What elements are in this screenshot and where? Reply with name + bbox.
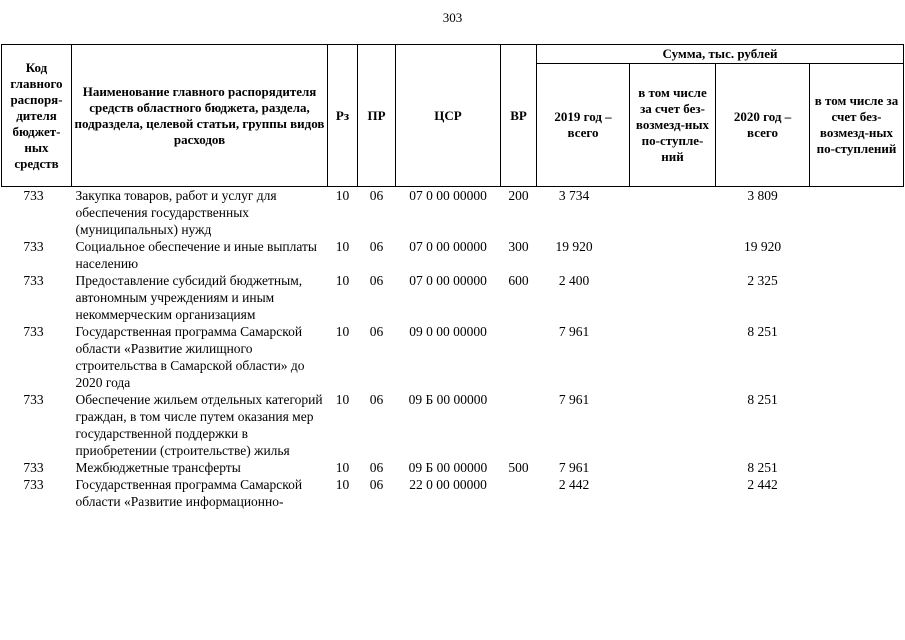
cell-pr: 06 [369,392,384,407]
cell-name: Предоставление субсидий бюджетным, автономным учреждениям и иным некоммерческим организациям [75,273,303,322]
header-2019-total: 2019 год – всего [537,64,630,187]
cell-2020-total: 19 920 [743,239,782,254]
cell-2019-free [630,391,716,459]
table-row [2,391,904,459]
cell-vr [501,476,537,510]
table-row [2,323,904,391]
cell-pr: 06 [369,324,384,339]
cell-code: 733 [23,460,44,475]
cell-2019-free [630,272,716,323]
header-code: Код главного распоря-дителя бюджет-ных средств [2,45,72,187]
cell-vr [501,323,537,391]
header-2020-total: 2020 год – всего [716,64,810,187]
cell-vr: 500 [508,460,529,475]
cell-csr: 07 0 00 00000 [409,273,487,288]
cell-2019-total: 2 442 [558,477,590,492]
cell-2020-total: 2 442 [747,477,778,492]
cell-rz: 10 [335,188,350,203]
budget-table [1,44,904,510]
cell-code: 733 [23,188,44,203]
cell-2019-total: 7 961 [558,324,590,339]
cell-2020-free [810,459,904,476]
cell-code: 733 [23,324,44,339]
cell-rz: 10 [335,324,350,339]
cell-code: 733 [23,477,44,492]
cell-2019-free [630,323,716,391]
cell-rz: 10 [335,273,350,288]
cell-code: 733 [23,392,44,407]
cell-csr: 07 0 00 00000 [409,239,487,254]
cell-pr: 06 [369,273,384,288]
cell-pr: 06 [369,477,384,492]
cell-name: Государственная программа Самарской области «Развитие жилищного строительства в Самарской области» до 2020 года [75,324,305,390]
table-row [2,187,904,239]
header-csr: ЦСР [396,45,501,187]
cell-2019-total: 3 734 [558,188,590,203]
cell-vr [501,391,537,459]
cell-vr: 200 [508,188,529,203]
header-rz: Рз [328,45,358,187]
cell-2019-total: 7 961 [558,392,590,407]
header-pr: ПР [358,45,396,187]
table-row [2,476,904,510]
cell-rz: 10 [335,460,350,475]
header-sum: Сумма, тыс. рублей [537,45,904,64]
cell-rz: 10 [335,477,350,492]
cell-2019-free [630,238,716,272]
cell-2020-free [810,272,904,323]
cell-pr: 06 [369,239,384,254]
cell-name: Межбюджетные трансферты [75,460,241,475]
cell-rz: 10 [335,392,350,407]
cell-2020-total: 8 251 [747,460,778,475]
table-row [2,272,904,323]
cell-vr: 600 [508,273,529,288]
cell-csr: 07 0 00 00000 [409,188,487,203]
cell-name: Обеспечение жильем отдельных категорий граждан, в том числе путем оказания мер государственной поддержки в приобретении (строительстве) жилья [75,392,323,458]
cell-2019-free [630,187,716,239]
cell-2020-total: 2 325 [747,273,778,288]
header-2020-free: в том числе за счет без-возмезд-ных по-ступлений [810,64,904,187]
cell-name: Закупка товаров, работ и услуг для обеспечения государственных (муниципальных) нужд [75,188,277,237]
cell-csr: 22 0 00 00000 [409,477,487,492]
cell-pr: 06 [369,188,384,203]
cell-csr: 09 Б 00 00000 [408,460,488,475]
cell-2019-total: 7 961 [558,460,590,475]
cell-2020-free [810,391,904,459]
table-row [2,238,904,272]
cell-2019-total: 19 920 [555,239,593,254]
cell-2020-total: 8 251 [747,392,778,407]
header-name: Наименование главного распорядителя средств областного бюджета, раздела, подраздела, целевой статьи, группы видов расходов [72,45,328,187]
cell-2020-free [810,187,904,239]
header-2019-free: в том числе за счет без-возмезд-ных по-ступле-ний [630,64,716,187]
cell-csr: 09 Б 00 00000 [408,392,488,407]
cell-rz: 10 [335,239,350,254]
cell-2019-free [630,459,716,476]
cell-2020-total: 3 809 [747,188,778,203]
table-row [2,459,904,476]
cell-2020-free [810,238,904,272]
cell-2019-total: 2 400 [558,273,590,288]
header-vr: ВР [501,45,537,187]
cell-csr: 09 0 00 00000 [409,324,487,339]
cell-name: Социальное обеспечение и иные выплаты населению [75,239,317,271]
cell-2020-free [810,476,904,510]
cell-code: 733 [23,239,44,254]
cell-vr: 300 [508,239,529,254]
cell-name: Государственная программа Самарской области «Развитие информационно- [75,477,303,509]
cell-2019-free [630,476,716,510]
cell-2020-free [810,323,904,391]
cell-code: 733 [23,273,44,288]
cell-2020-total: 8 251 [747,324,778,339]
cell-pr: 06 [369,460,384,475]
page-number: 303 [442,10,463,25]
